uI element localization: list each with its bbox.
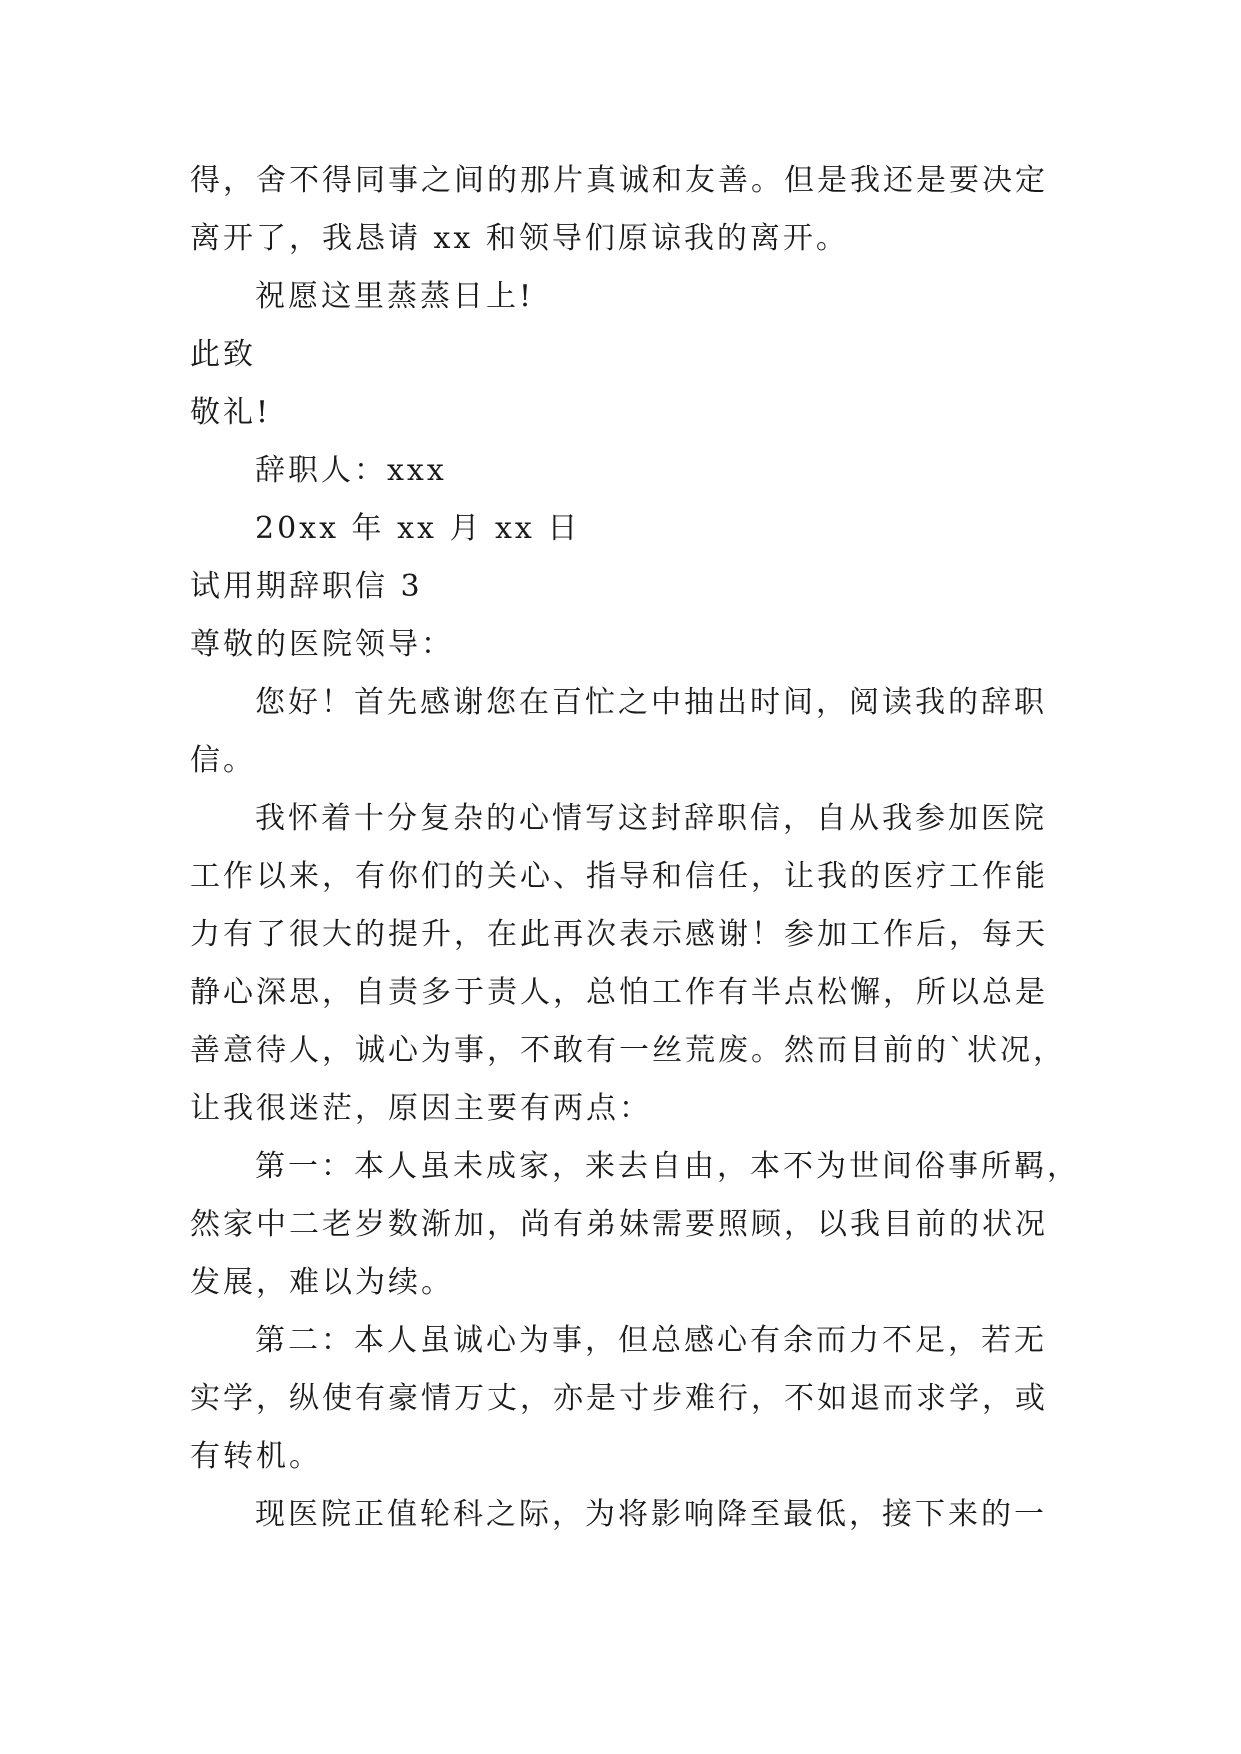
closing-wish: 祝愿这里蒸蒸日上! bbox=[255, 279, 535, 314]
body-line: 实学，纵使有豪情万丈，亦是寸步难行，不如退而求学，或 bbox=[190, 1381, 1048, 1416]
body-line: 得，舍不得同事之间的那片真诚和友善。但是我还是要决定 bbox=[190, 163, 1048, 198]
body-line: 信。 bbox=[190, 743, 256, 778]
signature: 辞职人：xxx bbox=[255, 453, 447, 488]
body-line: 然家中二老岁数渐加，尚有弟妹需要照顾，以我目前的状况 bbox=[190, 1207, 1048, 1242]
body-line: 第一：本人虽未成家，来去自由，本不为世间俗事所羁， bbox=[255, 1149, 1080, 1184]
body-line: 第二：本人虽诚心为事，但总感心有余而力不足，若无 bbox=[255, 1323, 1047, 1358]
body-line: 让我很迷茫，原因主要有两点： bbox=[190, 1091, 652, 1126]
body-line: 离开了，我恳请 xx 和领导们原谅我的离开。 bbox=[190, 221, 849, 256]
document-page bbox=[190, 152, 1080, 1544]
salutation-regards: 敬礼! bbox=[190, 395, 272, 430]
salutation-close: 此致 bbox=[190, 337, 256, 372]
body-line: 发展，难以为续。 bbox=[190, 1265, 454, 1300]
body-line: 我怀着十分复杂的心情写这封辞职信，自从我参加医院 bbox=[255, 801, 1047, 836]
section-title: 试用期辞职信 3 bbox=[190, 569, 423, 604]
body-line: 有转机。 bbox=[190, 1439, 322, 1474]
body-line: 您好！首先感谢您在百忙之中抽出时间，阅读我的辞职 bbox=[255, 685, 1047, 720]
body-line: 善意待人，诚心为事，不敢有一丝荒废。然而目前的`状况， bbox=[190, 1033, 1066, 1068]
addressee: 尊敬的医院领导： bbox=[190, 627, 454, 662]
body-line: 力有了很大的提升，在此再次表示感谢！参加工作后，每天 bbox=[190, 917, 1048, 952]
body-line: 工作以来，有你们的关心、指导和信任，让我的医疗工作能 bbox=[190, 859, 1048, 894]
body-line: 静心深思，自责多于责人，总怕工作有半点松懈，所以总是 bbox=[190, 975, 1048, 1010]
date: 20xx 年 xx 月 xx 日 bbox=[255, 511, 581, 546]
body-line: 现医院正值轮科之际，为将影响降至最低，接下来的一 bbox=[255, 1497, 1047, 1532]
